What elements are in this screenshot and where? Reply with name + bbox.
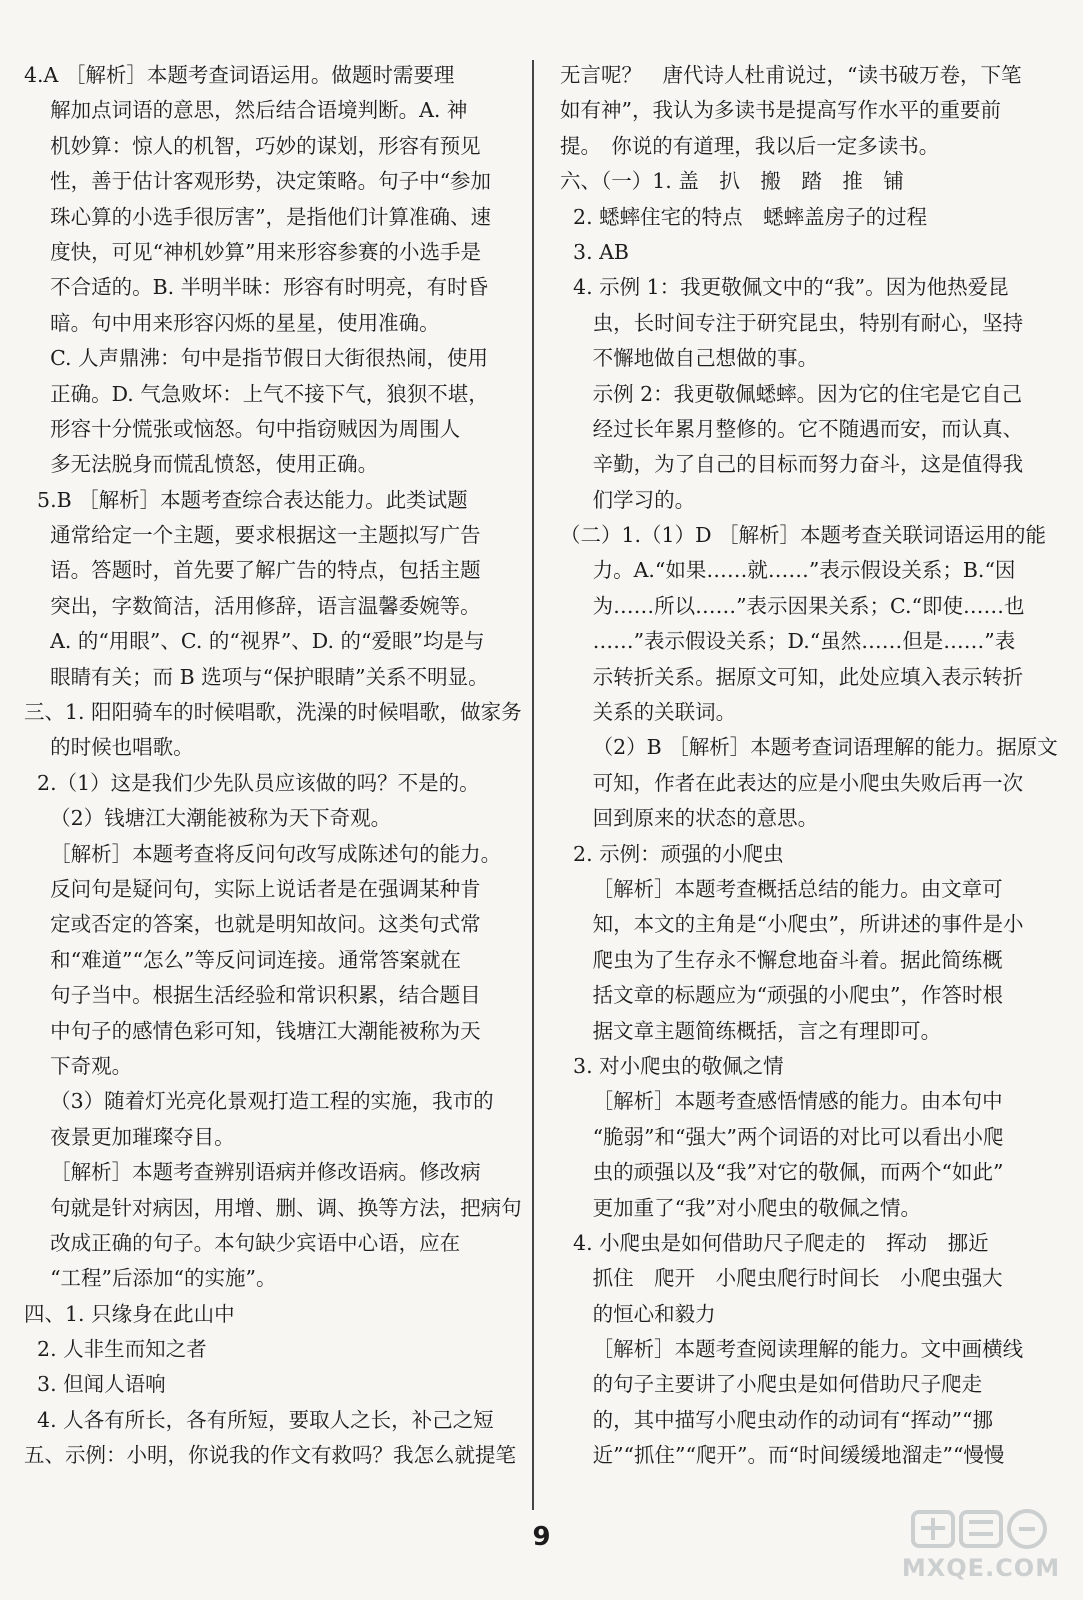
text-line: 反问句是疑问句，实际上说话者是在强调某种肯 [24,876,481,901]
text-line: ……”表示假设关系；D.“虽然……但是……”表 [560,629,1016,654]
text-line: 四、1. 只缘身在此山中 [24,1301,235,1326]
text-line: 2. 人非生而知之者 [24,1337,207,1362]
text-line: 形容十分慌张或恼怒。句中指窃贼因为周围人 [24,416,461,441]
watermark-logo-icon [911,1506,1051,1550]
watermark-text: MXQE.COM [901,1554,1061,1582]
text-line: 突出，字数简洁，活用修辞，语言温馨委婉等。 [24,593,481,618]
text-line: ［解析］本题考查概括总结的能力。由文章可 [560,876,1003,901]
text-line: 眼睛有关；而 B 选项与“保护眼睛”关系不明显。 [24,664,489,689]
text-line: 示转折关系。据原文可知，此处应填入表示转折 [560,664,1024,689]
text-line: 3. AB [560,239,629,264]
text-line: 性，善于估计客观形势，决定策略。句子中“参加 [24,169,492,194]
text-line: 4. 示例 1：我更敬佩文中的“我”。因为他热爱昆 [560,275,1009,300]
text-line: （3）随着灯光亮化景观打造工程的实施，我市的 [24,1089,494,1114]
text-line: 的恒心和毅力 [560,1301,716,1326]
text-line: ［解析］本题考查将反问句改写成陈述句的能力。 [24,841,502,866]
text-line: 回到原来的状态的意思。 [560,806,819,831]
text-line: 中句子的感情色彩可知，钱塘江大潮能被称为天 [24,1018,481,1043]
text-line: 括文章的标题应为“顽强的小爬虫”，作答时根 [560,983,1004,1008]
text-line: 下奇观。 [24,1053,133,1078]
text-line: 暗。句中用来形容闪烁的星星，使用准确。 [24,310,440,335]
text-line: 据文章主题简练概括，言之有理即可。 [560,1018,942,1043]
text-line: 5.B ［解析］本题考查综合表达能力。此类试题 [24,487,468,512]
text-line: 知，本文的主角是“小爬虫”，所讲述的事件是小 [560,912,1024,937]
text-line: 度快，可见“神机妙算”用来形容参赛的小选手是 [24,239,482,264]
text-line: 提。 你说的有道理，我以后一定多读书。 [560,133,940,158]
text-line: 3. 对小爬虫的敬佩之情 [560,1053,784,1078]
text-line: ［解析］本题考查辨别语病并修改语病。修改病 [24,1160,481,1185]
text-line: 机妙算：惊人的机智，巧妙的谋划，形容有预见 [24,133,481,158]
text-line: C. 人声鼎沸：句中是指节假日大街很热闹，使用 [24,346,489,371]
text-line: 虫的顽强以及“我”对它的敬佩，而两个“如此” [560,1160,1004,1185]
text-line: 不合适的。B. 半明半昧：形容有时明亮，有时昏 [24,275,489,300]
text-line: 正确。D. 气急败坏：上气不接下气，狼狈不堪， [24,381,489,406]
text-line: 多无法脱身而慌乱愤怒，使用正确。 [24,452,379,477]
text-line: 五、示例：小明，你说我的作文有救吗？我怎么就提笔 [24,1443,516,1468]
text-line: 夜景更加璀璨夺目。 [24,1124,235,1149]
text-line: 语。答题时，首先要了解广告的特点，包括主题 [24,558,481,583]
text-line: 的，其中描写小爬虫动作的动词有“挥动”“挪 [560,1407,994,1432]
text-line: 的时候也唱歌。 [24,735,194,760]
text-line: 如有神”，我认为多读书是提高写作水平的重要前 [560,98,1001,123]
left-column [24,58,530,1474]
text-line: 爬虫为了生存永不懈怠地奋斗着。据此简练概 [560,947,1003,972]
text-line: 改成正确的句子。本句缺少宾语中心语，应在 [24,1230,461,1255]
text-line: 近”“抓住”“爬开”。而“时间缓缓地溜走”“慢慢 [560,1443,1005,1468]
text-line: 珠心算的小选手很厉害”，是指他们计算准确、速 [24,204,492,229]
text-line: （二）1.（1）D ［解析］本题考查关联词语运用的能 [560,523,1047,548]
text-line: 和“难道”“怎么”等反问词连接。通常答案就在 [24,947,461,972]
text-line: 通常给定一个主题，要求根据这一主题拟写广告 [24,523,481,548]
text-line: 们学习的。 [560,487,696,512]
text-line: 可知，作者在此表达的应是小爬虫失败后再一次 [560,770,1024,795]
text-line: ［解析］本题考查阅读理解的能力。文中画横线 [560,1337,1024,1362]
text-line: 示例 2：我更敬佩蟋蟀。因为它的住宅是它自己 [560,381,1023,406]
text-line: “工程”后添加“的实施”。 [24,1266,277,1291]
text-line: “脆弱”和“强大”两个词语的对比可以看出小爬 [560,1124,1004,1149]
text-line: 2.（1）这是我们少先队员应该做的吗？不是的。 [24,770,480,795]
text-line: 解加点词语的意思，然后结合语境判断。A. 神 [24,98,468,123]
text-line: 2. 示例：顽强的小爬虫 [560,841,784,866]
column-divider [532,60,534,1510]
text-line: 虫，长时间专注于研究昆虫，特别有耐心，坚持 [560,310,1024,335]
text-line: 抓住 爬开 小爬虫爬行时间长 小爬虫强大 [560,1266,1003,1291]
text-line: （2）B ［解析］本题考查词语理解的能力。据原文 [560,735,1058,760]
text-line: （2）钱塘江大潮能被称为天下奇观。 [24,806,392,831]
text-line: 4. 小爬虫是如何借助尺子爬走的 挥动 挪近 [560,1230,989,1255]
text-line: 2. 蟋蟀住宅的特点 蟋蟀盖房子的过程 [560,204,928,229]
page-number: 9 [532,1522,551,1552]
text-line: 为……所以……”表示因果关系；C.“即使……也 [560,593,1025,618]
text-line: 不懈地做自己想做的事。 [560,346,819,371]
text-line: ［解析］本题考查感悟情感的能力。由本句中 [560,1089,1003,1114]
text-line: 更加重了“我”对小爬虫的敬佩之情。 [560,1195,922,1220]
text-line: 4.A ［解析］本题考查词语运用。做题时需要理 [24,63,455,87]
text-line: 定或否定的答案，也就是明知故问。这类句式常 [24,912,481,937]
text-line: 辛勤，为了自己的目标而努力奋斗，这是值得我 [560,452,1024,477]
watermark [897,1506,1065,1582]
text-line: 句就是针对病因，用增、删、调、换等方法，把病句 [24,1195,522,1220]
text-line: 无言呢？ 唐代诗人杜甫说过，“读书破万卷，下笔 [560,63,1022,87]
text-line: 三、1. 阳阳骑车的时候唱歌，洗澡的时候唱歌，做家务 [24,700,522,725]
text-line: 句子当中。根据生活经验和常识积累，结合题目 [24,983,481,1008]
text-line: 的句子主要讲了小爬虫是如何借助尺子爬走 [560,1372,983,1397]
text-line: 3. 但闻人语响 [24,1372,166,1397]
text-line: 4. 人各有所长，各有所短，要取人之长，补己之短 [24,1407,494,1432]
text-line: 六、（一）1. 盖 扒 搬 踏 推 铺 [560,169,904,194]
text-line: 经过长年累月整修的。它不随遇而安，而认真、 [560,416,1024,441]
text-line: 力。A.“如果……就……”表示假设关系；B.“因 [560,558,1016,583]
text-line: A. 的“用眼”、C. 的“视界”、D. 的“爱眼”均是与 [24,629,485,654]
text-line: 关系的关联词。 [560,700,737,725]
right-column [560,58,1060,1474]
